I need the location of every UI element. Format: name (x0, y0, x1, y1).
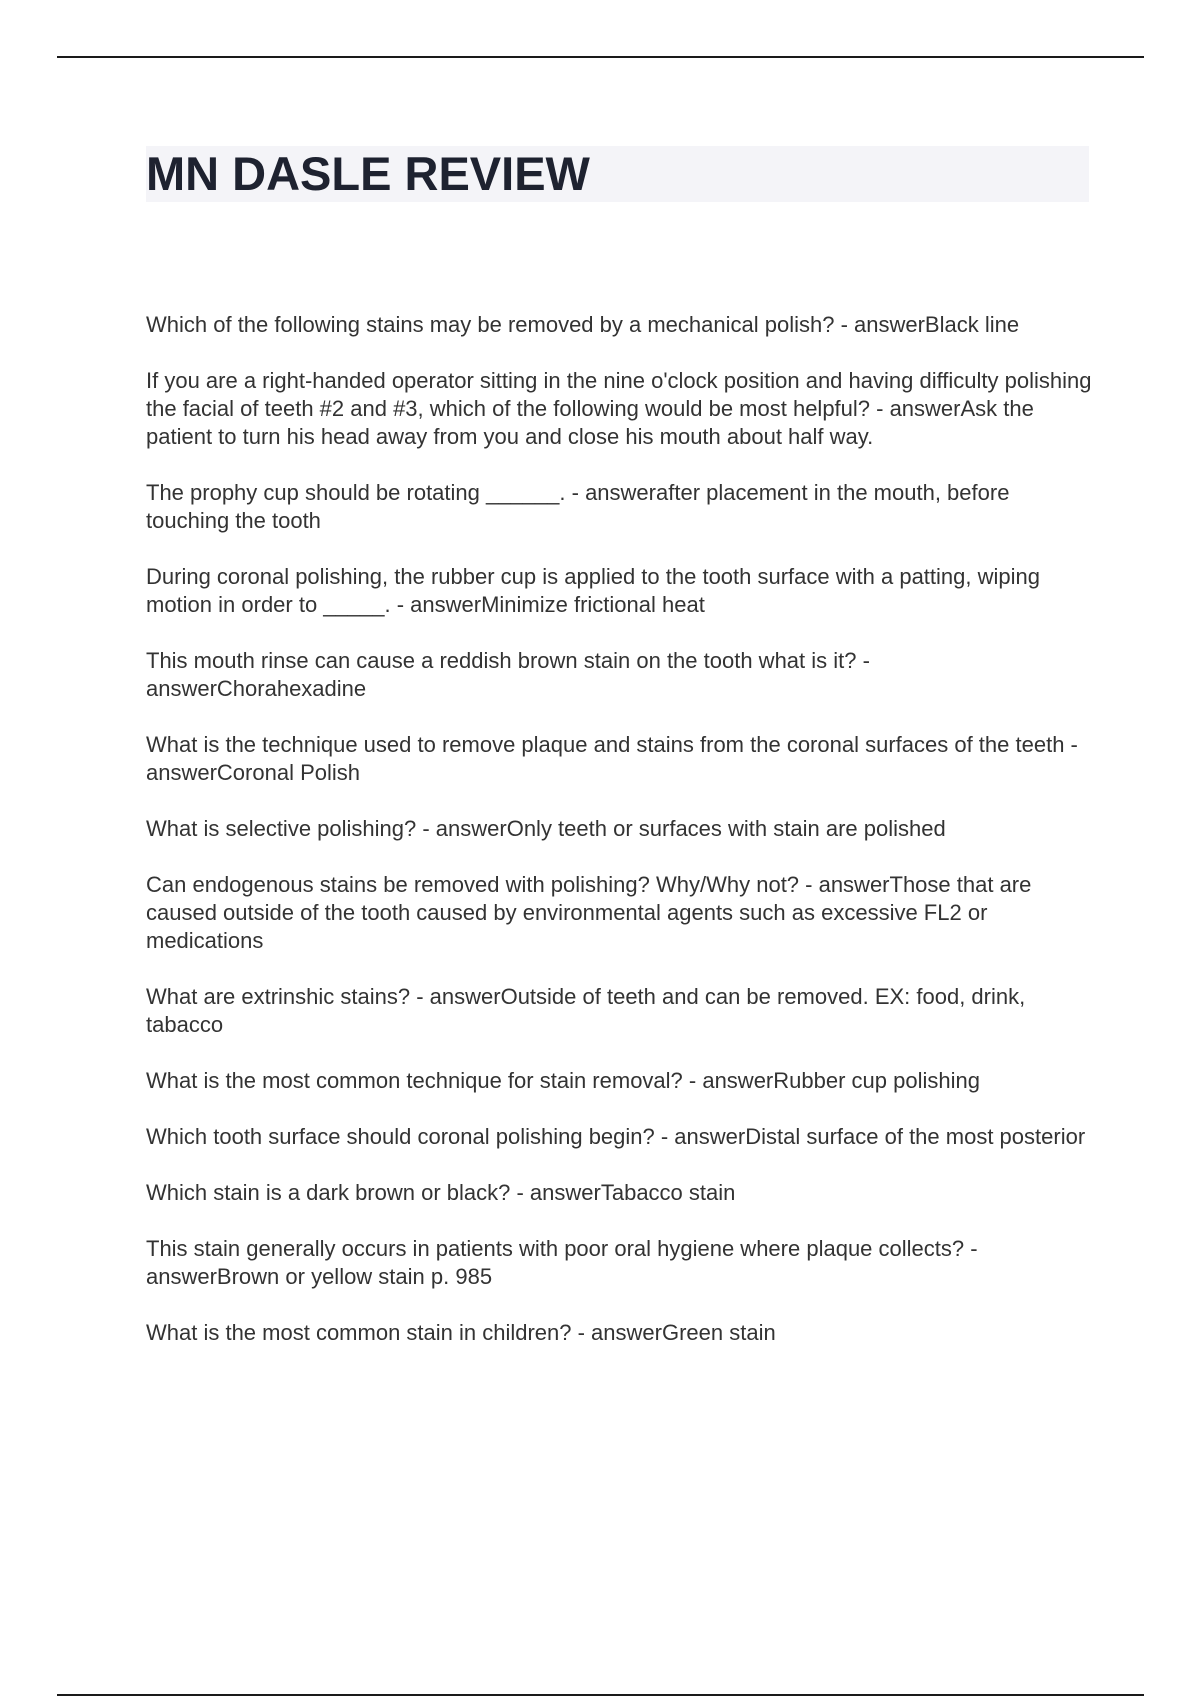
qa-item: What is selective polishing? - answerOnly teeth or surfaces with stain are polished (146, 816, 946, 841)
qa-item: Which stain is a dark brown or black? - answerTabacco stain (146, 1180, 736, 1205)
qa-item: During coronal polishing, the rubber cup is applied to the tooth surface with a patting, wiping motion in order to _____. - answerMinimize frictional heat (146, 564, 1040, 617)
qa-item: Which of the following stains may be removed by a mechanical polish? - answerBlack line (146, 312, 1020, 337)
bottom-rule (57, 1694, 1144, 1696)
qa-item: Can endogenous stains be removed with polishing? Why/Why not? - answerThose that are caused outside of the tooth caused by environmental agents such as excessive FL2 or medications (146, 872, 1032, 953)
qa-item: What are extrinshic stains? - answerOutside of teeth and can be removed. EX: food, drink, tabacco (146, 984, 1026, 1037)
qa-item: If you are a right-handed operator sitting in the nine o'clock position and having difficulty polishing the facial of teeth #2 and #3, which of the following would be most helpful? - answerAsk the patient to turn his head away from you and close his mouth about half way. (146, 368, 1092, 449)
qa-item: What is the most common stain in children? - answerGreen stain (146, 1320, 776, 1345)
qa-item: This stain generally occurs in patients with poor oral hygiene where plaque collects? - answerBrown or yellow stain p. 985 (146, 1236, 978, 1289)
qa-item: This mouth rinse can cause a reddish brown stain on the tooth what is it? - answerChorahexadine (146, 648, 870, 701)
qa-item: The prophy cup should be rotating ______. - answerafter placement in the mouth, before touching the tooth (146, 480, 1010, 533)
top-rule (57, 56, 1144, 58)
qa-item: What is the most common technique for stain removal? - answerRubber cup polishing (146, 1068, 980, 1093)
qa-item: What is the technique used to remove plaque and stains from the coronal surfaces of the teeth - answerCoronal Polish (146, 732, 1078, 785)
qa-list (146, 311, 1096, 1375)
qa-item: Which tooth surface should coronal polishing begin? - answerDistal surface of the most posterior (146, 1124, 1086, 1149)
page-title: MN DASLE REVIEW (146, 147, 590, 200)
